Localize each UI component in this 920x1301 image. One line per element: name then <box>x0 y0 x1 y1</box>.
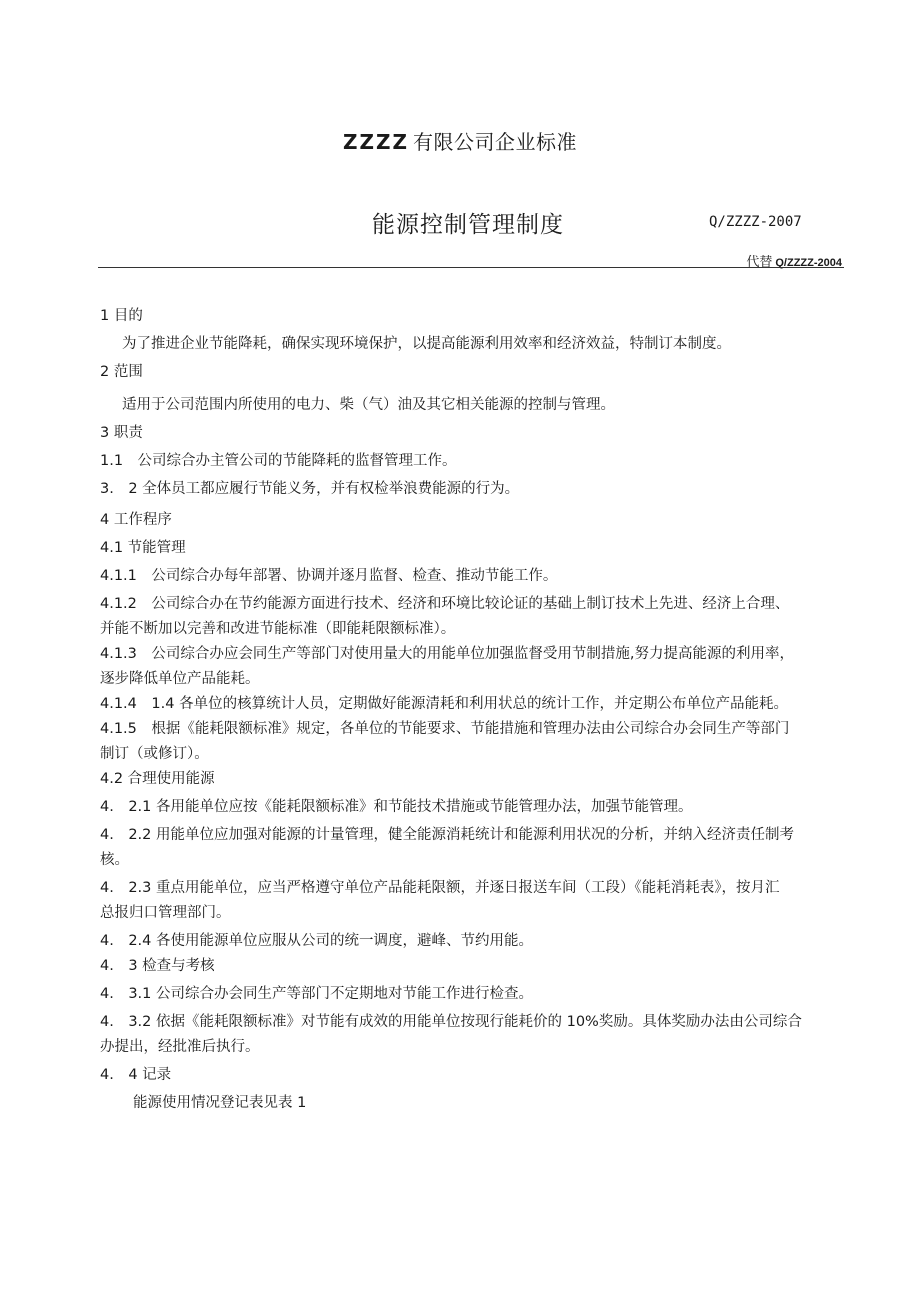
section-2-heading: 2 范围 <box>100 364 143 380</box>
section-4-heading: 4 工作程序 <box>100 512 172 528</box>
section-4-2-2-line2: 核。 <box>100 852 129 868</box>
section-3-heading: 3 职责 <box>100 425 143 441</box>
company-title-text: 有限公司企业标准 <box>413 130 577 154</box>
company-standard-title <box>0 126 920 155</box>
section-4-2-3-line2: 总报归口管理部门。 <box>100 905 231 921</box>
section-4-1-heading: 4.1 节能管理 <box>100 540 186 556</box>
section-4-1-3-line1: 4.1.3 公司综合办应会同生产等部门对使用量大的用能单位加强监督受用节制措施,努力提高能源的利用率， <box>100 646 794 662</box>
section-4-3-1: 4. 3.1 公司综合办会同生产等部门不定期地对节能工作进行检查。 <box>100 986 534 1002</box>
document-title: 能源控制管理制度 <box>372 212 564 238</box>
company-code: ZZZZ <box>342 130 409 154</box>
section-1-text: 为了推进企业节能降耗，确保实现环境保护，以提高能源利用效率和经济效益，特制订本制度。 <box>122 336 731 352</box>
section-4-2-heading: 4.2 合理使用能源 <box>100 771 215 787</box>
section-4-2-4: 4. 2.4 各使用能源单位应服从公司的统一调度，避峰、节约用能。 <box>100 933 534 949</box>
replaces-code: Q/ZZZZ-2004 <box>775 257 842 269</box>
section-1-heading: 1 目的 <box>100 308 143 324</box>
section-4-1-4: 4.1.4 1.4 各单位的核算统计人员，定期做好能源清耗和利用状总的统计工作，并定期公布单位产品能耗。 <box>100 696 789 712</box>
section-4-3-2-line2: 办提出，经批准后执行。 <box>100 1039 260 1055</box>
section-4-1-1: 4.1.1 公司综合办每年部署、协调并逐月监督、检查、推动节能工作。 <box>100 568 558 584</box>
section-4-2-1: 4. 2.1 各用能单位应按《能耗限额标准》和节能技术措施或节能管理办法，加强节能管理。 <box>100 799 693 815</box>
section-3-2: 3. 2 全体员工都应履行节能义务，并有权检举浪费能源的行为。 <box>100 481 520 497</box>
section-4-1-2-line2: 并能不断加以完善和改进节能标准（即能耗限额标准）。 <box>100 621 456 637</box>
section-4-1-3-line2: 逐步降低单位产品能耗。 <box>100 671 260 687</box>
standard-number: Q/ZZZZ-2007 <box>709 214 802 230</box>
replaces-label: 代替 <box>746 255 773 270</box>
section-4-2-3-line1: 4. 2.3 重点用能单位，应当严格遵守单位产品能耗限额，并逐日报送车间（工段）《能耗消耗表》，按月汇 <box>100 880 780 896</box>
section-4-1-2-line1: 4.1.2 公司综合办在节约能源方面进行技术、经济和环境比较论证的基础上制订技术上先进、经济上合理、 <box>100 596 790 612</box>
section-2-text: 适用于公司范围内所使用的电力、柴（气）油及其它相关能源的控制与管理。 <box>122 397 615 413</box>
section-4-1-5-line1: 4.1.5 根据《能耗限额标准》规定，各单位的节能要求、节能措施和管理办法由公司综合办会同生产等部门 <box>100 721 790 737</box>
section-4-3-heading: 4. 3 检查与考核 <box>100 958 215 974</box>
section-4-1-5-line2: 制订（或修订）。 <box>100 746 209 762</box>
section-4-4-heading: 4. 4 记录 <box>100 1067 172 1083</box>
document-body <box>100 304 840 1116</box>
section-4-4-text: 能源使用情况登记表见表 1 <box>133 1095 307 1111</box>
header-divider <box>98 267 844 268</box>
section-3-1: 1.1 公司综合办主管公司的节能降耗的监督管理工作。 <box>100 453 457 469</box>
section-4-3-2-line1: 4. 3.2 依据《能耗限额标准》对节能有成效的用能单位按现行能耗价的 10%奖励。具体奖励办法由公司综合 <box>100 1014 802 1030</box>
section-4-2-2-line1: 4. 2.2 用能单位应加强对能源的计量管理，健全能源消耗统计和能源利用状况的分析，并纳入经济责任制考 <box>100 827 794 843</box>
